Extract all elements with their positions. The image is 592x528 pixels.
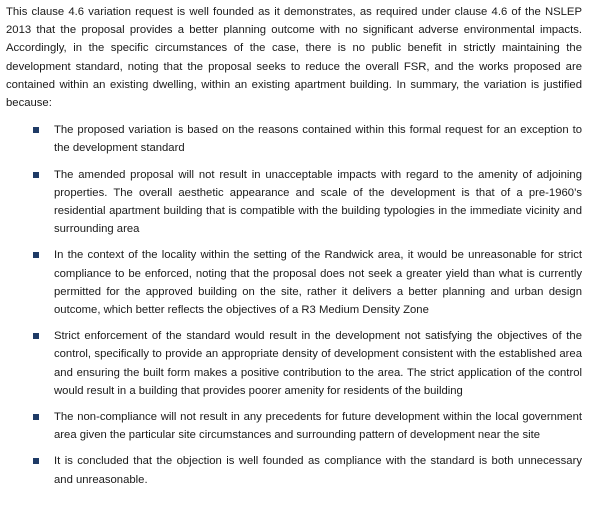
list-item-text: The non-compliance will not result in any precedents for future development within the local government area given the particular site circumstances and surrounding pattern of development near the site (54, 411, 582, 442)
square-bullet-icon (33, 172, 39, 178)
intro-paragraph: This clause 4.6 variation request is well founded as it demonstrates, as required under clause 4.6 of the NSLEP 2013 that the proposal provides a better planning outcome with no significant adverse environmental impacts. Accordingly, in the specific circumstances of the case, there is no public benefit in strictly maintaining the development standard, noting that the proposal seeks to reduce the overall FSR, and the works proposed are contained within an existing dwelling, within an existing apartment building. In summary, the variation is justified because: (6, 6, 582, 110)
list-item-text: The amended proposal will not result in unacceptable impacts with regard to the amenity of adjoining properties. The overall aesthetic appearance and scale of the development is that of a pre-1960’s residential apartment building that is compatible with the building typologies in the immediate vicinity and surrounding area (54, 168, 582, 236)
square-bullet-icon (33, 458, 39, 464)
list-item (6, 121, 582, 157)
square-bullet-icon (33, 414, 39, 420)
square-bullet-icon (33, 127, 39, 133)
square-bullet-icon (33, 333, 39, 339)
list-item-text: Strict enforcement of the standard would result in the development not satisfying the objectives of the control, specifically to provide an appropriate density of development consistent with the established area and ensuring the built form makes a positive contribution to the area. The strict application of the control would result in a building that provides poorer amenity for residents of the building (54, 330, 582, 397)
justification-list (6, 121, 582, 489)
list-item (6, 166, 582, 239)
list-item-text: The proposed variation is based on the reasons contained within this formal request for an exception to the development standard (54, 124, 582, 155)
square-bullet-icon (33, 252, 39, 258)
list-item (6, 327, 582, 400)
list-item-text: In the context of the locality within the setting of the Randwick area, it would be unreasonable for strict compliance to be enforced, noting that the proposal does not seek a greater yield than what is currently permitted for the approved building on the site, rather it delivers a better planning and urban design outcome, which better reflects the objectives of a R3 Medium Density Zone (54, 249, 582, 317)
list-item (6, 408, 582, 444)
list-item (6, 246, 582, 319)
list-item-text: It is concluded that the objection is well founded as compliance with the standard is both unnecessary and unreasonable. (54, 455, 582, 486)
list-item (6, 452, 582, 488)
